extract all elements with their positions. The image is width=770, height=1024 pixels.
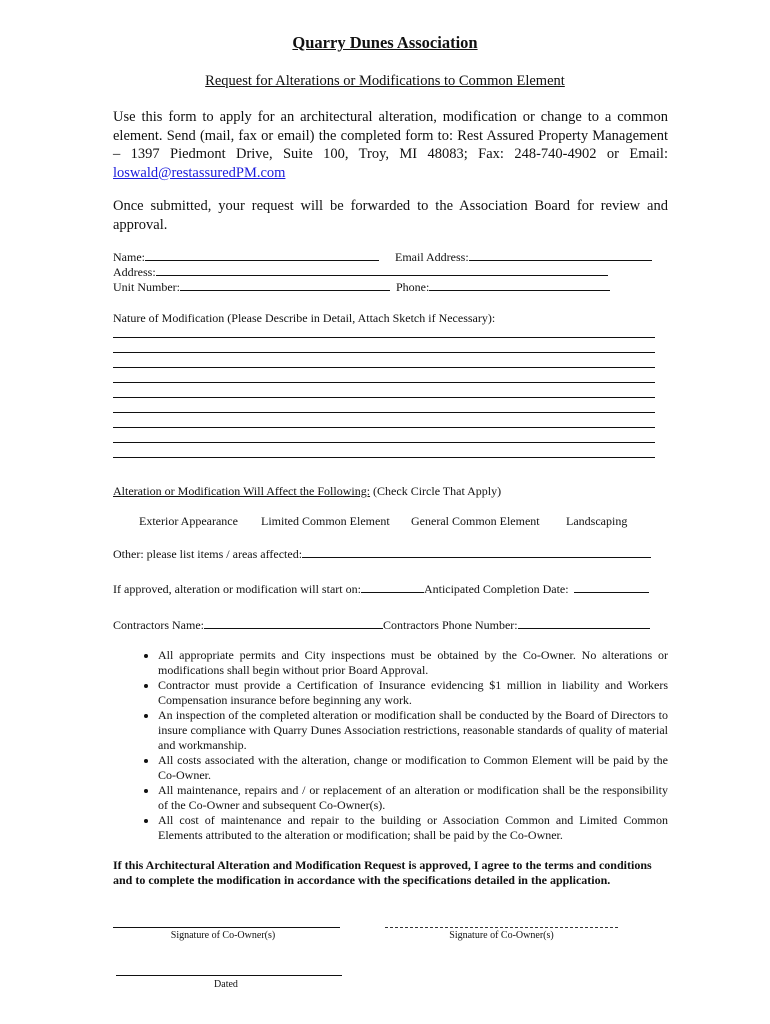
nature-line[interactable] [113,352,655,353]
list-item: • All maintenance, repairs and / or replacement of an alteration or modification shall be the responsibility of the Co-Owner and subsequent Co-Owner(s). [158,783,668,813]
email-link[interactable]: loswald@restassuredPM.com [113,164,286,181]
unit-number-input-line[interactable] [180,278,390,291]
option-general-common-element[interactable]: General Common Element [411,514,540,528]
signature-line-2[interactable] [385,927,618,928]
nature-line[interactable] [113,427,655,428]
address-label: Address: [113,265,156,279]
option-limited-common-element[interactable]: Limited Common Element [261,514,390,528]
nature-line[interactable] [113,367,655,368]
name-input-line[interactable] [145,248,379,261]
submitted-paragraph: Once submitted, your request will be forwarded to the Association Board for review and approval. [113,198,668,233]
email-label: Email Address: [395,250,469,264]
unit-number-field[interactable] [113,278,390,295]
other-field[interactable] [113,545,651,562]
signature-line-1[interactable] [113,927,340,928]
nature-line[interactable] [113,382,655,383]
intro-text: Use this form to apply for an architectural alteration, modification or change to a common element. Send (mail, fax or email) the completed form to: Rest Assured Property Management – 1397 Piedmont Drive, Suite 100, Troy, MI 48083; Fax: 248-740-4902 or Email: [113,109,668,162]
option-landscaping[interactable]: Landscaping [566,514,628,528]
affect-hint: (Check Circle That Apply) [370,484,502,498]
start-date-field[interactable] [113,580,649,597]
nature-line[interactable] [113,337,655,338]
completion-date-input-line[interactable] [574,580,649,593]
affect-heading: Alteration or Modification Will Affect the Following: [113,484,371,498]
contractors-name-input-line[interactable] [204,616,383,629]
contractors-name-label: Contractors Name: [113,618,204,632]
page-title: Quarry Dunes Association [292,33,478,52]
unit-number-label: Unit Number: [113,280,180,294]
agreement-statement: If this Architectural Alteration and Modification Request is approved, I agree to the terms and conditions and to complete the modification in accordance with the specifications detailed in the application. [113,858,652,887]
option-exterior-appearance[interactable]: Exterior Appearance [139,514,238,528]
list-item: • All appropriate permits and City inspections must be obtained by the Co-Owner. No alterations or modifications shall begin without prior Board Approval. [158,648,668,678]
list-item: • All costs associated with the alteration, change or modification to Common Element will be paid by the Co-Owner. [158,753,668,783]
list-item: • All cost of maintenance and repair to the building or Association Common and Limited Common Elements attributed to the alteration or modification; shall be paid by the Co-Owner. [158,813,668,843]
signature-label-2: Signature of Co-Owner(s) [449,930,554,941]
dated-label: Dated [214,979,238,990]
intro-paragraph [113,108,668,182]
phone-label: Phone: [396,280,430,294]
terms-list [113,648,668,843]
email-input-line[interactable] [469,248,652,261]
form-subtitle: Request for Alterations or Modifications to Common Element [205,73,565,89]
name-label: Name: [113,250,145,264]
completion-date-label: Anticipated Completion Date: [423,582,569,596]
start-date-input-line[interactable] [361,580,424,593]
contractors-phone-label: Contractors Phone Number: [382,618,518,632]
list-item: • An inspection of the completed alteration or modification shall be conducted by the Board of Directors to insure compliance with Quarry Dunes Association restrictions, reasonable standards of quality of material and workmanship. [158,708,668,753]
nature-line[interactable] [113,442,655,443]
nature-line[interactable] [113,412,655,413]
address-input-line[interactable] [156,263,608,276]
start-date-label: If approved, alteration or modification will start on: [113,582,361,596]
nature-label: Nature of Modification (Please Describe in Detail, Attach Sketch if Necessary): [113,311,496,325]
signature-label-1: Signature of Co-Owner(s) [170,930,276,941]
affect-heading-row [113,484,501,499]
nature-line[interactable] [113,397,655,398]
dated-line[interactable] [116,975,342,976]
contractors-field[interactable] [113,616,650,633]
phone-input-line[interactable] [429,278,610,291]
other-input-line[interactable] [302,545,651,558]
other-label: Other: please list items / areas affected: [113,547,303,561]
contractors-phone-input-line[interactable] [518,616,650,629]
list-item: • Contractor must provide a Certification of Insurance evidencing $1 million in liability and Workers Compensation insurance before beginning any work. [158,678,668,708]
nature-line[interactable] [113,457,655,458]
phone-field[interactable] [396,278,610,295]
